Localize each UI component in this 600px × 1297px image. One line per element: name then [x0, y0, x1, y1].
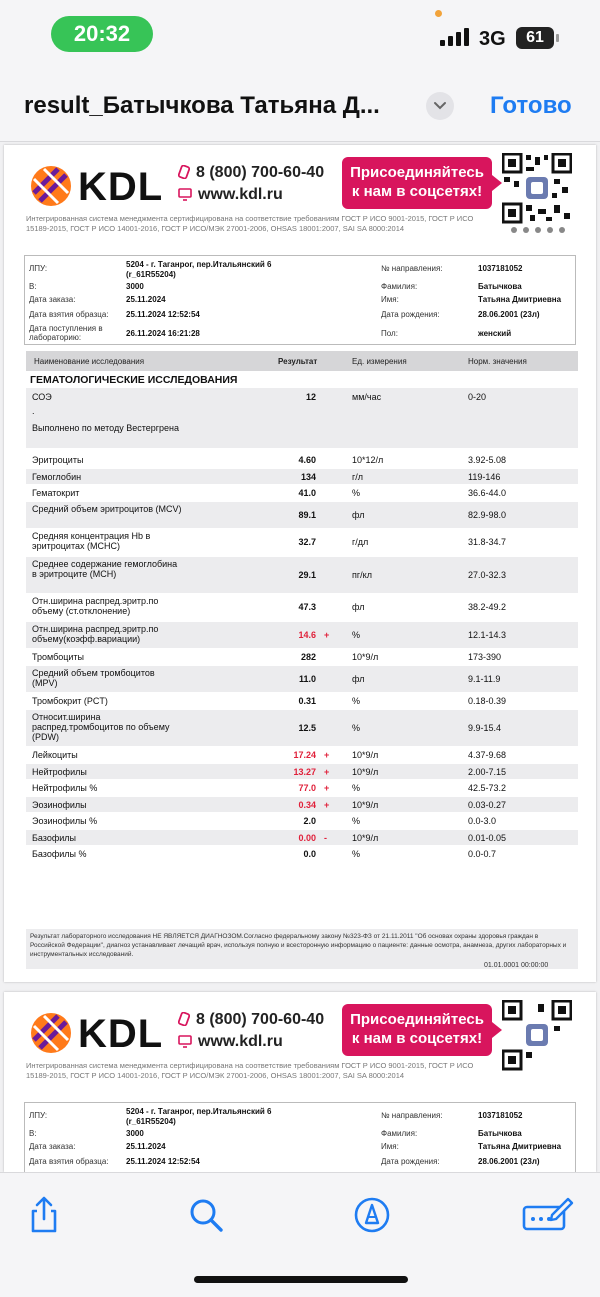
phone-text: 8 (800) 700-60-40 [196, 164, 325, 181]
row-unit: % [352, 816, 361, 826]
row-result: 13.27 [293, 766, 316, 777]
row-unit: 10*9/л [352, 750, 379, 760]
footer-date: 01.01.0001 00:00:00 [484, 962, 549, 969]
page-header [4, 145, 596, 250]
monitor-icon [178, 188, 192, 201]
row-unit: % [352, 696, 361, 706]
row-name: СОЭ [32, 392, 52, 402]
table-header [26, 351, 578, 371]
document-page-2[interactable] [4, 992, 596, 1172]
social-line-2: к нам в соцсетях! [351, 183, 483, 200]
kdl-logo-icon [30, 1012, 72, 1054]
v-value: 3000 [126, 1129, 144, 1138]
row-note: Выполнено по методу Вестергрена [32, 423, 180, 433]
row-ref: 4.37-9.68 [468, 750, 507, 760]
patient-info-2 [24, 1102, 576, 1172]
row-ref: 0.0-0.7 [468, 849, 497, 859]
nav-bar [0, 70, 600, 142]
social-line-2: к нам в соцсетях! [351, 1030, 483, 1047]
website-text: www.kdl.ru [198, 186, 283, 203]
row-result: 12 [305, 392, 316, 402]
row-unit: г/дл [352, 537, 369, 547]
order-date-label: Дата заказа: [29, 1142, 76, 1151]
direction-label: № направления: [381, 1111, 443, 1120]
certification-text: Интегрированная система менеджмента сертифицирована на соответствие требованиям ГОСТ Р ИСО 9001-2015, ГОСТ Р ИСО 15189-2015, ГОСТ Р ИСО 14001-2016, ГОСТ Р ИСО/МЭК 27001-2006, OHSAS 18001:2007, SAI SA 8000:2014 [26, 1061, 474, 1080]
row-flag: - [324, 832, 327, 843]
row-flag: + [324, 766, 330, 777]
name-value: Татьяна Дмитриевна [478, 1142, 562, 1151]
row-result: 282 [300, 652, 316, 662]
row-ref: 36.6-44.0 [468, 488, 507, 498]
surname-label: Фамилия: [381, 1129, 418, 1138]
sample-date-label: Дата взятия образца: [29, 1157, 109, 1166]
col-result: Результат [278, 357, 318, 366]
website-link[interactable] [178, 186, 283, 204]
table-row [26, 529, 578, 555]
page-header-2 [4, 992, 596, 1097]
social-line-1: Присоединяйтесь [350, 1011, 484, 1028]
row-ref: 31.8-34.7 [468, 537, 507, 547]
row-unit: фл [352, 602, 365, 612]
table-row [26, 452, 578, 467]
v-value: 3000 [126, 282, 144, 291]
row-name: Среднее содержание гемоглобина в эритроците (MCH) [32, 558, 178, 579]
table-row [26, 830, 578, 845]
table-row [26, 469, 578, 484]
row-ref: 38.2-49.2 [468, 602, 507, 612]
document-page-1[interactable] [4, 145, 596, 982]
qr-code-icon [502, 1000, 572, 1082]
row-name: Гематокрит [32, 488, 80, 498]
patient-info [24, 255, 576, 345]
row-name: Тромбокрит (PCT) [32, 696, 108, 706]
row-result: 47.3 [298, 602, 316, 612]
row-ref: 9.9-15.4 [468, 722, 502, 733]
lpu-line-2: (r_61R55204) [126, 1117, 176, 1126]
row-result: 0.0 [303, 849, 316, 859]
lpu-line-2: (r_61R55204) [126, 270, 176, 279]
phone-icon [178, 165, 190, 179]
birth-value: 28.06.2001 (23л) [478, 1157, 540, 1166]
row-unit: г/л [352, 471, 364, 482]
row-unit: 10*9/л [352, 766, 379, 777]
title-menu-button[interactable] [426, 92, 454, 120]
table-row [26, 666, 578, 692]
row-result: 89.1 [298, 509, 316, 520]
monitor-icon [178, 1035, 192, 1048]
row-name: Средний объем тромбоцитов (MPV) [32, 667, 155, 688]
row-result: 2.0 [303, 816, 316, 826]
phone-number[interactable] [178, 1011, 324, 1029]
row-result: 29.1 [298, 569, 316, 580]
name-label: Имя: [381, 295, 399, 304]
col-ref: Норм. значения [468, 357, 527, 366]
table-row [26, 846, 578, 861]
col-name: Наименование исследования [34, 357, 145, 366]
phone-number[interactable] [178, 164, 324, 182]
lpu-label: ЛПУ: [29, 1111, 48, 1120]
signal-icon [440, 28, 470, 46]
row-name: Нейтрофилы % [32, 783, 98, 793]
row-unit: фл [352, 509, 365, 520]
home-indicator[interactable] [194, 1276, 408, 1283]
table-row [26, 485, 578, 500]
share-button[interactable] [24, 1195, 64, 1235]
row-result: 11.0 [298, 673, 316, 684]
row-name: Относит.ширина распред.тромбоцитов по объему (PDW) [32, 711, 170, 742]
sample-date-label: Дата взятия образца: [29, 310, 109, 319]
birth-label: Дата рождения: [381, 310, 440, 319]
row-name: Отн.ширина распред.эритр.по объему (ст.отклонение) [32, 596, 159, 616]
row-ref: 12.1-14.3 [468, 629, 507, 640]
row-ref: 0.0-3.0 [468, 816, 497, 826]
row-name: Тромбоциты [32, 652, 85, 662]
row-name: Гемоглобин [32, 471, 82, 482]
chevron-down-icon [433, 100, 447, 112]
table-row [26, 693, 578, 708]
done-button[interactable]: Готово [490, 92, 572, 119]
row-dot: . [32, 406, 35, 416]
phone-text: 8 (800) 700-60-40 [196, 1011, 325, 1028]
table-row [26, 649, 578, 664]
document-title[interactable]: result_Батычкова Татьяна Д... [24, 92, 380, 119]
qr-code-icon [502, 153, 572, 235]
row-ref: 0.01-0.05 [468, 832, 507, 843]
row-result: 32.7 [298, 537, 316, 547]
search-button[interactable] [186, 1195, 226, 1235]
order-date-value: 25.11.2024 [126, 1142, 166, 1151]
table-row [26, 502, 578, 528]
arrival-label-2: лабораторию: [29, 333, 82, 342]
table-row [26, 710, 578, 746]
row-flag: + [324, 783, 330, 793]
row-result: 0.00 [298, 832, 316, 843]
status-bar [0, 0, 600, 70]
surname-value: Батычкова [478, 1129, 522, 1138]
table-row [26, 747, 578, 762]
status-time[interactable]: 20:32 [51, 16, 153, 52]
certification-text: Интегрированная система менеджмента сертифицирована на соответствие требованиям ГОСТ Р ИСО 9001-2015, ГОСТ Р ИСО 15189-2015, ГОСТ Р ИСО 14001-2016, ГОСТ Р ИСО/МЭК 27001-2006, OHSAS 18001:2007, SAI SA 8000:2014 [26, 214, 474, 233]
row-unit: фл [352, 673, 365, 684]
v-label: В: [29, 282, 37, 291]
row-result: 12.5 [298, 722, 316, 733]
row-flag: + [324, 750, 330, 760]
social-banner [342, 157, 492, 209]
direction-value: 1037181052 [478, 1111, 523, 1120]
website-text: www.kdl.ru [198, 1033, 283, 1050]
row-unit: % [352, 783, 361, 793]
kdl-logo-text: KDL [78, 165, 164, 209]
kdl-logo [30, 165, 170, 211]
disclaimer: Результат лабораторного исследования НЕ ЯВЛЯЕТСЯ ДИАГНОЗОМ.Согласно федеральному закону №323-ФЗ от 21.11.2011 "Об основах охраны здоровья граждан в Российской Федерации", диагноз устанавливает лечащий врач, используя полную и всесторонную информацию о пациенте: данные осмотра, анамнеза, других лабораторных и инструментальных исследований. [26, 929, 578, 969]
surname-label: Фамилия: [381, 282, 418, 291]
kdl-logo-text: KDL [78, 1012, 164, 1056]
row-result: 41.0 [298, 488, 316, 498]
row-unit: % [352, 722, 361, 733]
section-title: ГЕМАТОЛОГИЧЕСКИЕ ИССЛЕДОВАНИЯ [30, 374, 238, 386]
row-result: 0.34 [298, 799, 316, 810]
surname-value: Батычкова [478, 282, 522, 291]
lpu-line-1: 5204 - г. Таганрог, пер.Итальянский 6 [126, 260, 272, 269]
row-unit: 10*9/л [352, 832, 379, 843]
lpu-line-1: 5204 - г. Таганрог, пер.Итальянский 6 [126, 1107, 272, 1116]
network-type: 3G [479, 28, 506, 50]
row-name: Средний объем эритроцитов (MCV) [32, 503, 182, 514]
order-date-value: 25.11.2024 [126, 295, 166, 304]
table-row [26, 780, 578, 795]
row-unit: % [352, 629, 361, 640]
row-unit: % [352, 488, 361, 498]
lpu-label: ЛПУ: [29, 264, 48, 273]
table-row [26, 797, 578, 812]
row-ref: 119-146 [468, 471, 501, 482]
sample-date-value: 25.11.2024 12:52:54 [126, 310, 200, 319]
row-ref: 27.0-32.3 [468, 569, 507, 580]
table-row [26, 813, 578, 828]
name-label: Имя: [381, 1142, 399, 1151]
row-unit: 10*12/л [352, 455, 384, 465]
row-ref: 0-20 [468, 392, 487, 402]
row-ref: 3.92-5.08 [468, 455, 507, 465]
privacy-indicator-icon [435, 10, 442, 17]
row-unit: мм/час [352, 392, 382, 402]
arrival-label-1: Дата поступления в [29, 324, 103, 333]
row-ref: 173-390 [468, 652, 502, 662]
row-result: 17.24 [293, 750, 316, 760]
row-name: Эозинофилы [32, 799, 87, 810]
table-row [26, 764, 578, 779]
row-name: Базофилы % [32, 849, 87, 859]
social-banner [342, 1004, 492, 1056]
row-result: 77.0 [298, 783, 316, 793]
website-link[interactable] [178, 1033, 283, 1051]
row-name: Эритроциты [32, 455, 84, 465]
row-ref: 42.5-73.2 [468, 783, 507, 793]
phone-icon [178, 1012, 190, 1026]
table-row [26, 557, 578, 593]
table-row-soe [26, 388, 578, 448]
row-name: Нейтрофилы [32, 766, 87, 777]
v-label: В: [29, 1129, 37, 1138]
sex-label: Пол: [381, 329, 398, 338]
row-result: 134 [300, 471, 316, 482]
row-unit: пг/кл [352, 569, 372, 580]
kdl-logo [30, 1012, 170, 1058]
col-unit: Ед. измерения [352, 357, 407, 366]
row-ref: 0.18-0.39 [468, 696, 507, 706]
sex-value: женский [478, 329, 512, 338]
row-name: Лейкоциты [32, 750, 78, 760]
row-flag: + [324, 629, 330, 640]
row-result: 4.60 [298, 455, 316, 465]
social-line-1: Присоединяйтесь [350, 164, 484, 181]
markup-button[interactable] [352, 1195, 392, 1235]
row-ref: 0.03-0.27 [468, 799, 507, 810]
row-unit: 10*9/л [352, 652, 379, 662]
row-name: Средняя концентрация Hb в эритроцитах (MCHC) [32, 531, 151, 551]
name-value: Татьяна Дмитриевна [478, 295, 562, 304]
row-name: Отн.ширина распред.эритр.по объему(коэфф.вариации) [32, 623, 159, 644]
direction-label: № направления: [381, 264, 443, 273]
sample-date-value: 25.11.2024 12:52:54 [126, 1157, 200, 1166]
arrival-date-value: 26.11.2024 16:21:28 [126, 329, 200, 338]
kdl-logo-icon [30, 165, 72, 207]
battery-icon: 61 [516, 27, 554, 49]
row-unit: 10*9/л [352, 799, 379, 810]
edit-text-button[interactable] [522, 1195, 574, 1235]
direction-value: 1037181052 [478, 264, 523, 273]
row-name: Эозинофилы % [32, 816, 98, 826]
battery-tip [556, 34, 559, 42]
row-ref: 2.00-7.15 [468, 766, 507, 777]
row-flag: + [324, 799, 330, 810]
order-date-label: Дата заказа: [29, 295, 76, 304]
birth-label: Дата рождения: [381, 1157, 440, 1166]
row-name: Базофилы [32, 832, 76, 843]
row-unit: % [352, 849, 361, 859]
row-result: 0.31 [298, 696, 316, 706]
row-ref: 9.1-11.9 [468, 673, 501, 684]
row-ref: 82.9-98.0 [468, 509, 507, 520]
row-result: 14.6 [298, 629, 316, 640]
table-row [26, 594, 578, 620]
table-row [26, 622, 578, 648]
birth-value: 28.06.2001 (23л) [478, 310, 540, 319]
